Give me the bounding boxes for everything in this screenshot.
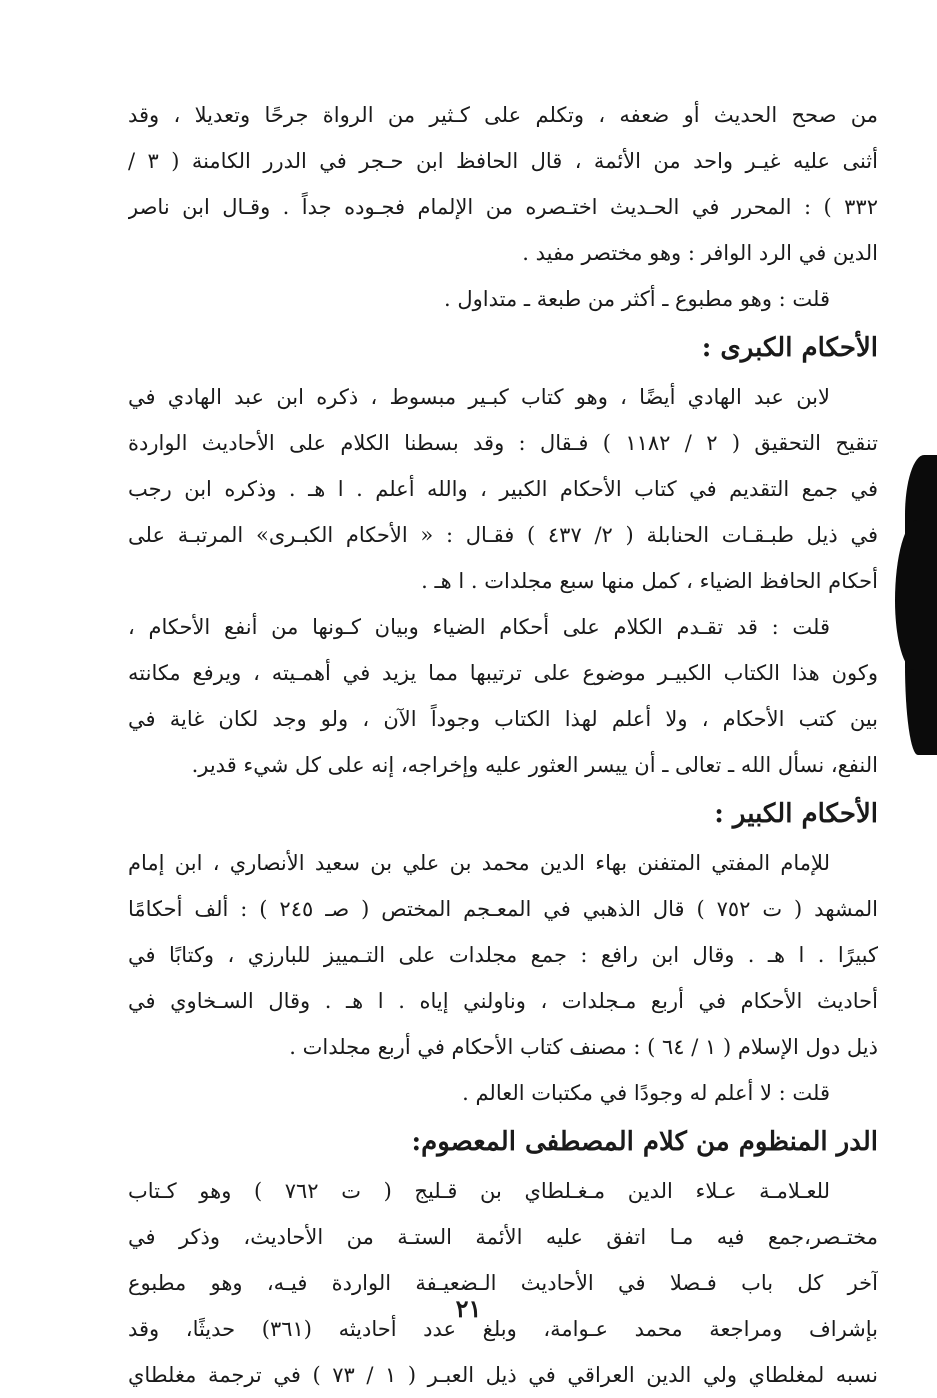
section-heading: الأحكام الكبير : [714, 799, 878, 829]
text-line: في جمع التقديم في كتاب الأحكام الكبير ، والله أعلم . ا هـ . وذكره ابن رجب [128, 477, 878, 501]
text-line: المشهد ( ت ٧٥٢ ) قال الذهبي في المعـجم المختص ( صـ ٢٤٥ ) : ألف أحكامًا [128, 897, 878, 921]
scan-edge-shadow-tail [895, 520, 937, 670]
page-body [128, 92, 878, 1398]
text-line: بين كتب الأحكام ، ولا أعلم لهذا الكتاب وجوداً الآن ، ولو وجد لكان غاية في [128, 707, 878, 731]
text-line: وكون هذا الكتاب الكبيـر موضوع على ترتيبها مما يزيد في أهمـيته ، ويرفع مكانته [128, 661, 878, 685]
text-line: للعـلامـة عـلاء الدين مـغـلطاي بن قـليج ( ت ٧٦٢ ) وهو كـتاب [128, 1179, 830, 1203]
text-line: ٣٣٢ ) : المحرر في الحـديث اختـصره من الإلمام فجـوده جداً . وقـال ابن ناصر [128, 195, 878, 219]
text-line: النفع، نسأل الله ـ تعالى ـ أن ييسر العثور عليه وإخراجه، إنه على كل شيء قدير. [191, 753, 878, 777]
text-line: نسبه لمغلطاي ولي الدين العراقي في ذيل العبـر ( ١ / ٧٣ ) في ترجمة مغلطاي [128, 1363, 878, 1387]
section-heading: الأحكام الكبرى : [701, 333, 878, 363]
text-line: قلت : وهو مطبوع ـ أكثر من طبعة ـ متداول . [444, 287, 830, 311]
text-line: بإشراف ومراجعة محمد عـوامة، وبلغ عدد أحاديثه (٣٦١) حديثًا، وقد [128, 1317, 878, 1341]
text-line: في ذيل طبـقـات الحنابلة ( ٢/ ٤٣٧ ) فقـال : « الأحكام الكبـرى» المرتبـة على [128, 523, 878, 547]
paragraph [128, 604, 878, 788]
text-line: كبيرًا . ا هـ . وقال ابن رافع : جمع مجلدات على التـمييز للبارزي ، وكتابًا في [128, 943, 878, 967]
paragraph [128, 1168, 878, 1398]
text-line: أثنى عليه غيـر واحد من الأئمة ، قال الحافظ ابن حـجر في الدرر الكامنة ( ٣ / [128, 149, 878, 173]
paragraph [128, 840, 878, 1070]
text-line: من صحح الحديث أو ضعفه ، وتكلم على كـثير من الرواة جرحًا وتعديلا ، وقد [128, 103, 878, 127]
page-number: ٢١ [455, 1294, 482, 1323]
paragraph [128, 92, 878, 276]
text-line: أحكام الحافظ الضياء ، كمل منها سبع مجلدات . ا هـ . [421, 569, 878, 593]
section-heading: الدر المنظوم من كلام المصطفى المعصوم: [411, 1127, 878, 1157]
text-line: مختـصر،جمع فيه مـا اتفق عليه الأئمة الستـة من الأحاديث، وذكر في [128, 1225, 878, 1249]
text-line: قلت : لا أعلم له وجودًا في مكتبات العالم . [462, 1081, 830, 1105]
text-line: تنقيح التحقيق ( ٢ / ١١٨٢ ) فـقال : وقد بسطنا الكلام على الأحاديث الواردة [128, 431, 878, 455]
paragraph [128, 1070, 878, 1116]
text-line: قلت : قد تقـدم الكلام على أحكام الضياء وبيان كـونها من أنفع الأحكام ، [128, 615, 830, 639]
text-line: أحاديث الأحكام في أربع مـجلدات ، وناولني إياه . ا هـ . وقال السـخاوي في [128, 989, 878, 1013]
paragraph [128, 276, 878, 322]
text-line: لابن عبد الهادي أيضًا ، وهو كتاب كبـير مبسوط ، ذكره ابن عبد الهادي في [128, 385, 830, 409]
text-line: الدين في الرد الوافر : وهو مختصر مفيد . [522, 241, 878, 265]
text-line: للإمام المفتي المتفنن بهاء الدين محمد بن علي بن سعيد الأنصاري ، ابن إمام [128, 851, 830, 875]
text-line: آخر كل باب فـصلا في الأحاديث الـضعيـفة الواردة فيـه، وهو مطبوع [128, 1271, 878, 1295]
text-line: ذيل دول الإسلام ( ١ / ٦٤ ) : مصنف كتاب الأحكام في أربع مجلدات . [289, 1035, 878, 1059]
paragraph [128, 374, 878, 604]
